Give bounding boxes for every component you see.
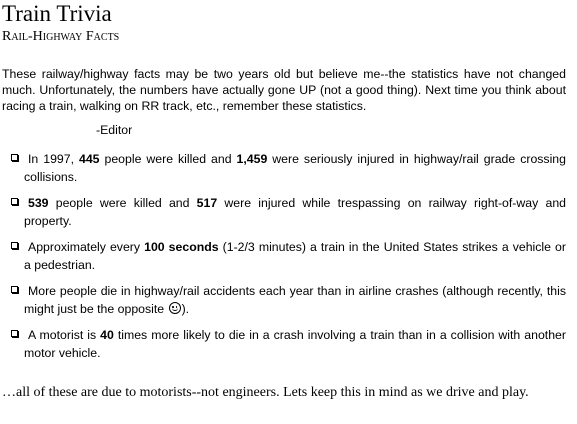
facts-list (0, 150, 577, 370)
page-title: Train Trivia (2, 1, 112, 26)
fact-text-segment: More people die in highway/rail accidents each year than in airline crashes (although recently, this might just be the opposite (24, 284, 566, 316)
fact-text-segment: Approximately every (28, 240, 145, 254)
editor-signature: -Editor (96, 123, 133, 137)
fact-text (24, 152, 566, 184)
smiley-face-icon (169, 302, 181, 314)
fact-text-segment: (1-2/3 minutes) a train in the United States strikes a vehicle or a pedestrian. (24, 240, 566, 272)
fact-list-item (0, 150, 566, 186)
checkbox-bullet-icon (11, 330, 18, 337)
checkbox-bullet-icon (11, 242, 18, 249)
fact-list-item (0, 282, 566, 318)
fact-highlight-number: 100 seconds (144, 240, 219, 254)
fact-text-segment: were seriously injured in highway/rail grade crossing collisions. (24, 152, 566, 184)
fact-highlight-number: 40 (100, 328, 114, 342)
fact-list-item (0, 194, 566, 230)
closing-paragraph: …all of these are due to motorists--not engineers. Lets keep this in mind as we drive and play. (2, 385, 529, 400)
fact-text-segment: In 1997, (28, 152, 79, 166)
fact-text (24, 284, 566, 316)
fact-highlight-number: 445 (78, 152, 100, 166)
fact-highlight-number: 517 (196, 196, 218, 210)
fact-text-segment: people were killed and (48, 196, 197, 210)
fact-highlight-number: 539 (28, 196, 49, 210)
fact-list-item (0, 326, 566, 362)
fact-text-segment: times more likely to die in a crash involving a train than in a collision with another motor vehicle. (24, 328, 566, 360)
fact-text-segment: ). (181, 302, 190, 316)
fact-text-segment: A motorist is (28, 328, 101, 342)
checkbox-bullet-icon (11, 286, 18, 293)
checkbox-bullet-icon (11, 198, 18, 205)
page-subtitle: Rail-Highway Facts (2, 29, 120, 44)
checkbox-bullet-icon (11, 154, 18, 161)
intro-paragraph: These railway/highway facts may be two years old but believe me--the statistics have not changed much. Unfortunately, the numbers have actually gone UP (not a good thing). Next time you think about racing a train, walking on RR track, etc., remember these statistics. (2, 67, 566, 113)
fact-highlight-number: 1,459 (236, 152, 268, 166)
fact-text (24, 196, 566, 228)
fact-text-segment: people were killed and (99, 152, 237, 166)
fact-list-item (0, 238, 566, 274)
fact-text (24, 328, 566, 360)
fact-text-segment: were injured while trespassing on railway right-of-way and property. (24, 196, 566, 228)
fact-text (24, 240, 566, 272)
